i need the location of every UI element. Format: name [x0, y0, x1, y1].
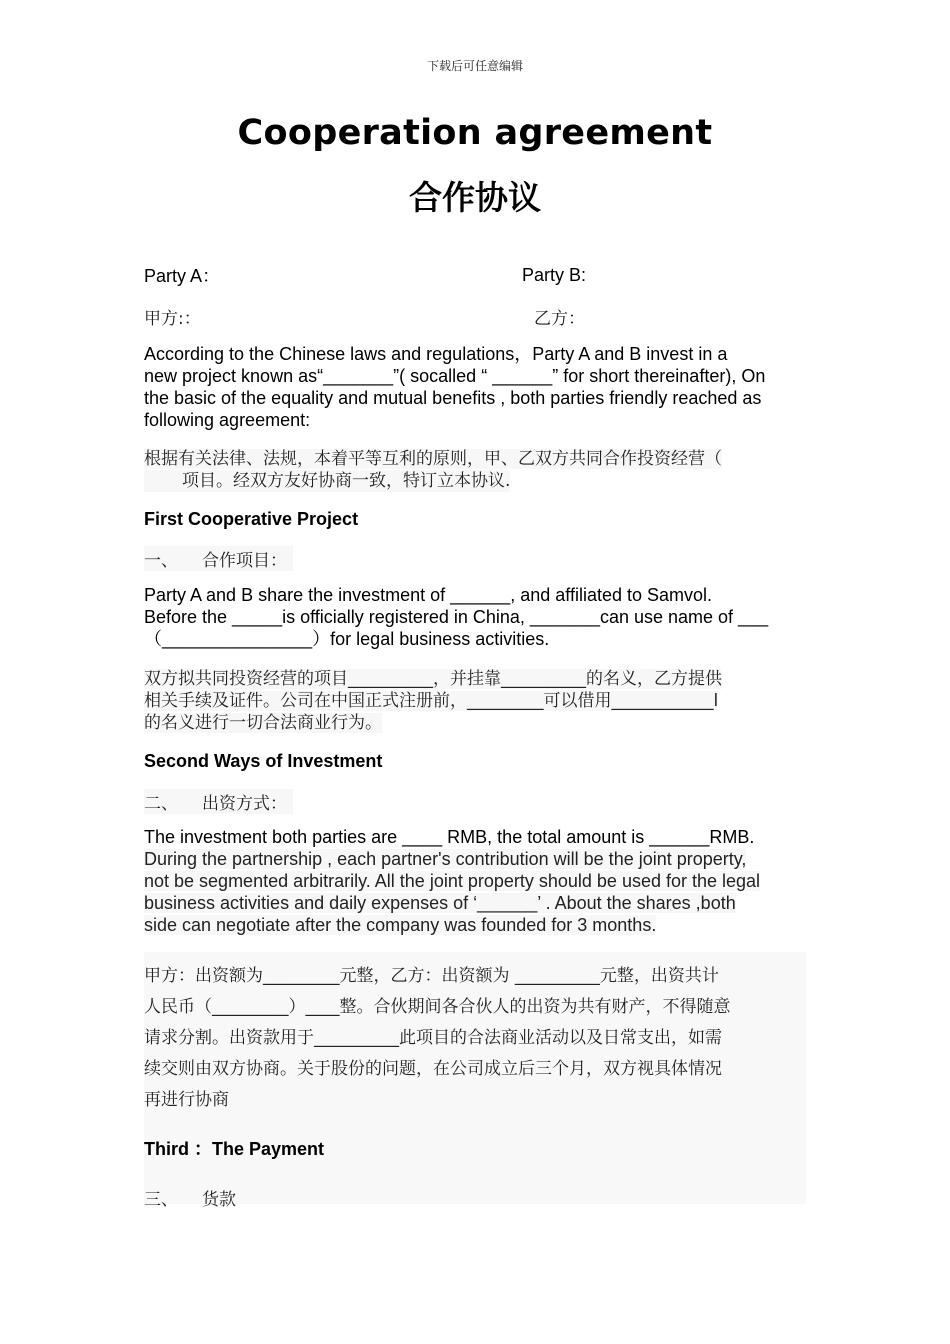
section1-number-zh: 一、: [144, 551, 178, 571]
section2-en-line: not be segmented arbitrarily. All the joint property should be used for the legal: [144, 871, 761, 891]
section1-zh-line: 的名义进行一切合法商业行为。: [144, 713, 382, 733]
section2-paragraph-zh: [144, 961, 804, 1116]
section2-paragraph-en: [144, 826, 814, 936]
section2-zh-line: 再进行协商: [144, 1090, 229, 1110]
section1-zh-line: 相关手续及证件。公司在中国正式注册前，_________可以借用____________l: [144, 691, 719, 711]
section1-en-line: Before the _____is officially registered in China, _______can use name of ___: [144, 607, 769, 627]
party-b-label-zh: 乙方：: [534, 309, 585, 329]
section2-en-line: side can negotiate after the company was founded for 3 months.: [144, 915, 657, 935]
intro-en-line: new project known as“_______”( socalled “ ______” for short thereinafter), On: [144, 366, 766, 386]
section2-en-line: business activities and daily expenses of ‘______’ . About the shares ,both: [144, 893, 736, 913]
intro-en-line: the basic of the equality and mutual benefits , both parties friendly reached as: [144, 388, 762, 408]
section2-heading-en: Second Ways of Investment: [144, 751, 383, 771]
party-b-label-en: Party B:: [522, 265, 587, 285]
intro-paragraph-zh: [144, 448, 804, 492]
section3-heading-zh: [144, 1185, 236, 1210]
section3-heading-en: Third ：The Payment: [144, 1139, 325, 1159]
section2-title-zh: 出资方式：: [202, 794, 287, 814]
section2-en-line: The investment both parties are ____ RMB, the total amount is ______RMB.: [144, 827, 755, 847]
party-a-label-en: Party A：: [144, 266, 221, 286]
section2-heading-zh: [144, 789, 293, 814]
intro-zh-line: 项目。经双方友好协商一致，特订立本协议.: [144, 470, 510, 492]
section3-title-zh: 货款: [202, 1190, 236, 1210]
section2-zh-line: 续交则由双方协商。关于股份的问题，在公司成立后三个月，双方视具体情况: [144, 1059, 722, 1079]
section1-en-line: （_______________）for legal business activities.: [144, 629, 550, 649]
section1-paragraph-zh: [144, 668, 804, 734]
section2-number-zh: 二、: [144, 794, 178, 814]
party-a-label-zh: 甲方:：: [144, 309, 201, 329]
section2-zh-line: 请求分割。出资款用于__________此项目的合法商业活动以及日常支出，如需: [144, 1028, 722, 1048]
section1-zh-line: 双方拟共同投资经营的项目__________，并挂靠__________的名义，乙方提供: [144, 669, 722, 689]
intro-en-line: According to the Chinese laws and regulations，Party A and B invest in a: [144, 344, 728, 364]
section2-zh-line: 人民币（_________）____整。合伙期间各合伙人的出资为共有财产，不得随意: [144, 997, 731, 1017]
section1-heading-en: First Cooperative Project: [144, 509, 359, 529]
section1-title-zh: 合作项目：: [202, 551, 287, 571]
section3-number-zh: 三、: [144, 1190, 178, 1210]
section2-en-line: During the partnership , each partner's contribution will be the joint property,: [144, 849, 747, 869]
document-title-en: Cooperation agreement: [237, 113, 713, 153]
intro-zh-line: 根据有关法律、法规，本着平等互利的原则，甲、乙双方共同合作投资经营（: [144, 449, 722, 469]
intro-paragraph-en: [144, 343, 814, 431]
intro-en-line: following agreement:: [144, 410, 311, 430]
header-note: 下载后可任意编辑: [426, 59, 523, 73]
section2-zh-line: 甲方：出资额为_________元整，乙方：出资额为 __________元整，出资共计: [144, 966, 719, 986]
document-title-zh: 合作协议: [409, 178, 541, 217]
section1-heading-zh: [144, 546, 293, 571]
section1-en-line: Party A and B share the investment of ______, and affiliated to Samvol.: [144, 585, 713, 605]
section1-paragraph-en: [144, 584, 814, 650]
